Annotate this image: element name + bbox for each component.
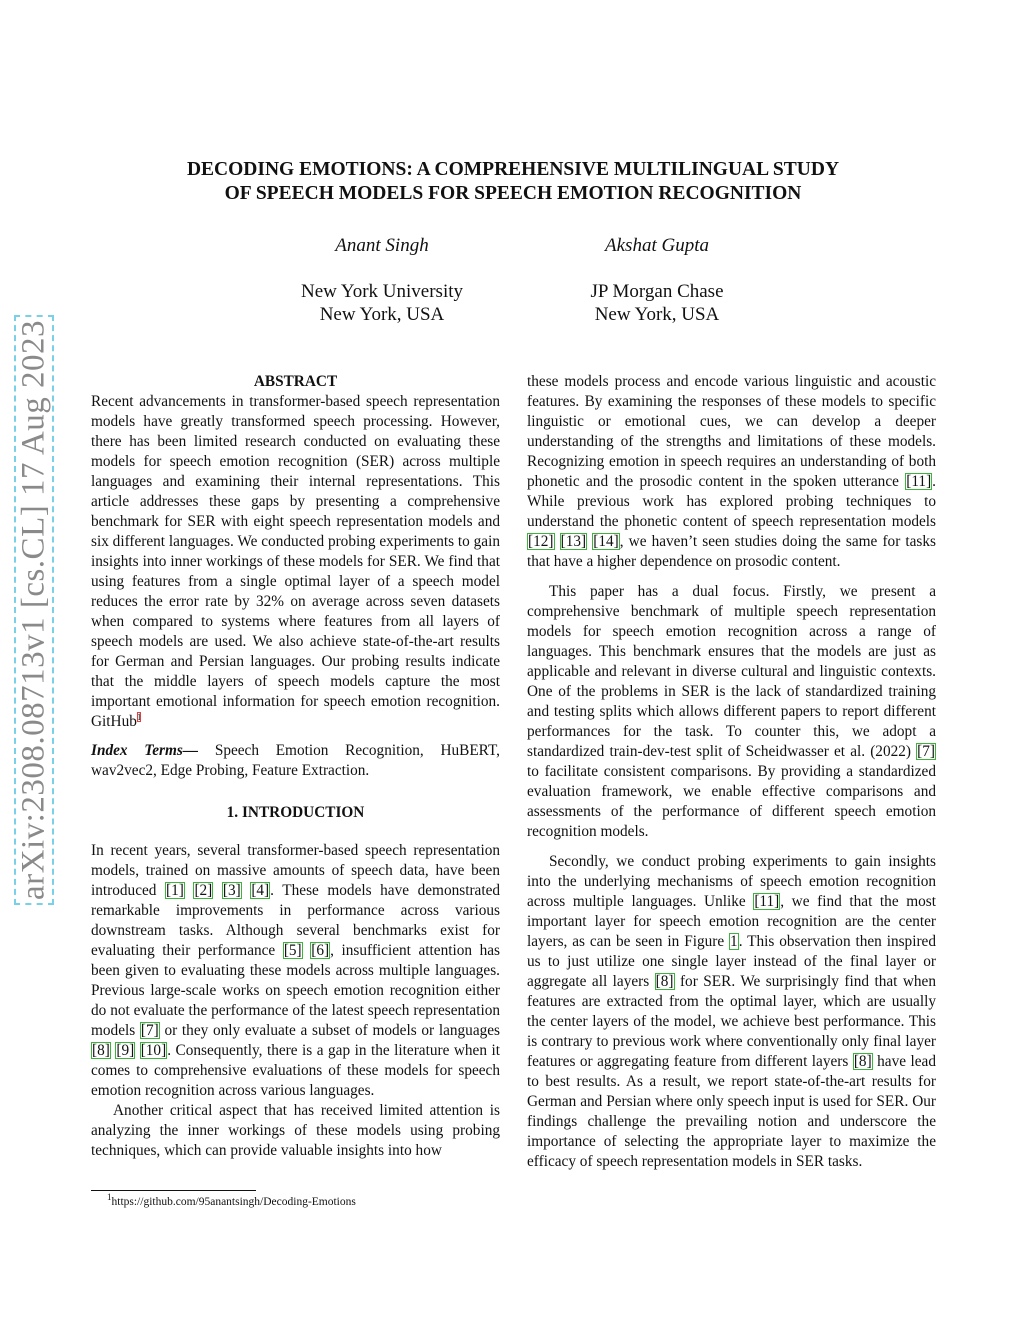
citation-link[interactable]: [7] [140,1022,159,1039]
footnote-mark: 1 [107,1192,112,1203]
author-block-1 [232,234,532,327]
author-affiliation: New York University [300,280,464,302]
arxiv-identifier[interactable]: arXiv:2308.08713v1 [cs.CL] 17 Aug 2023 [15,320,52,900]
citation-link[interactable]: [8] [853,1053,872,1070]
citation-link[interactable]: [8] [655,973,674,990]
citation-link[interactable]: [4] [251,882,270,899]
abstract-text: Recent advancements in transformer-based speech representation models have greatly transformed speech processing. However, there has been limited research conducted on evaluating these models for speech emotion recognition (SER) across multiple languages and examining their internal representations. This article addresses these gaps by presenting a comprehensive benchmark for SER with eight speech representation models and six different languages. We conducted probing experiments to gain insights into inner workings of these models for SER. We find that using features from a single optimal layer of a speech model reduces the error rate by 32% on average across seven datasets when compared to systems where features from all layers of speech models are used. We also achieve state-of-the-art results for German and Persian languages. Our probing results indicate that the middle layers of speech models capture the most important emotional information for speech emotion recognition. GitHub$^1$ [91,393,500,730]
intro-paragraph-2: Another critical aspect that has received limited attention is analyzing the inner workings of these models using probing techniques, which can provide valuable insights into how [91,1102,500,1159]
citation-link[interactable]: [9] [116,1042,135,1059]
intro-paragraph-1: In recent years, several transformer-based speech representation models, trained on massive amounts of speech data, have been introduced [1] [2] [3] [4]. These models have demonstrated remarkable improvements in performance across various downstream tasks. Although several benchmarks exist for evaluating their performance [5] [6], insufficient attention has been given to evaluating these models across multiple languages. Previous large-scale works on speech emotion recognition either do not evaluate the performance of the latest speech representation models [7] or they only evaluate a subset of models or languages [8] [9] [10]. Consequently, there is a gap in the literature when it comes to comprehensive evaluations of these models for speech emotion recognition across various languages. [91,842,501,1099]
footnote [107,1192,356,1209]
index-terms-label: Index Terms— [91,742,199,759]
index-terms-text: Speech Emotion Recognition, HuBERT, wav2vec2, Edge Probing, Feature Extraction. [91,742,500,779]
author-affiliation: JP Morgan Chase [590,280,724,302]
intro-paragraph-3: these models process and encode various linguistic and acoustic features. By examining the responses of these models to specific linguistic or emotional cues, we can develop a deeper understanding of the strengths and limitations of these models. Recognizing emotion in speech requires an understanding of both phonetic and the prosodic content in the spoken utterance [11]. While previous work has explored probing techniques to understand the phonetic content of speech representation models [12] [13] [14], we haven’t seen studies doing the same for tasks that have a higher dependence on prosodic content. [527,373,936,570]
citation-link[interactable]: [1] [166,882,184,899]
citation-link[interactable]: [2] [194,882,213,899]
citation-link[interactable]: [7] [917,743,935,760]
citation-link[interactable]: [6] [311,942,330,959]
intro-paragraph-5: Secondly, we conduct probing experiments to gain insights into the underlying mechanisms of speech emotion recognition across multiple languages. Unlike [11], we find that the most important layer for speech emotion recognition are the center layers, as can be seen in Figure 1. This observation then inspired us to just utilize one single layer instead of the final layer or aggregate all layers [8] for SER. We surprisingly find that when features are extracted from the optimal layer, which are usually the center layers of the model, we achieve best performance. This is contrary to previous work where conventionally only final layer features or aggregating feature from different layers [8] have lead to best results. As a result, we report state-of-the-art results for German and Persian where only speech input is used for SER. Our findings challenge the prevailing notion and underscore the importance of selecting the appropriate layer to maximize the efficacy of speech representation models in SER tasks. [527,853,936,1170]
figure-link[interactable]: 1 [730,933,738,950]
index-terms [91,741,500,781]
paper-title [130,158,896,206]
footnote-link[interactable]: 1 [136,711,142,722]
author-name: Anant Singh [335,235,429,256]
intro-heading: 1. INTRODUCTION [226,804,365,821]
citation-link[interactable]: [10] [140,1042,167,1059]
footnote-url[interactable]: https://github.com/95anantsingh/Decoding-Emotions [111,1196,356,1208]
citation-link[interactable]: [5] [283,942,302,959]
citation-link[interactable]: [11] [906,473,932,490]
citation-link[interactable]: [8] [92,1042,110,1059]
author-name: Akshat Gupta [605,235,709,256]
author-location: New York, USA [319,304,445,325]
citation-link[interactable]: [13] [560,533,587,550]
citation-link[interactable]: [12] [528,533,554,550]
author-block-2 [507,234,807,327]
intro-paragraph-4: This paper has a dual focus. Firstly, we present a comprehensive benchmark of multiple speech representation models for speech emotion recognition across a range of languages. This benchmark ensures that the models are just as applicable and relevant in diverse cultural and linguistic contexts. One of the problems in SER is the lack of standardized training and testing splits which allows different papers to report different performances for the task. To counter this, we adopt a standardized train-dev-test split of Scheidwasser et al. (2022) [7] to facilitate consistent comparisons. By providing a standardized evaluation framework, we enable effective comparisons and assessments of the performance of different speech emotion recognition models. [527,583,936,840]
citation-link[interactable]: [3] [222,882,241,899]
left-column [91,372,500,1161]
abstract-heading: ABSTRACT [253,373,338,390]
citation-link[interactable]: [11] [754,893,780,910]
right-column [527,372,936,1172]
title-line-1: DECODING EMOTIONS: A COMPREHENSIVE MULTILINGUAL STUDY [186,159,840,180]
footnote-rule [91,1190,256,1191]
citation-link[interactable]: [14] [593,533,619,550]
arxiv-stamp [14,315,54,905]
author-location: New York, USA [594,304,720,325]
title-line-2: OF SPEECH MODELS FOR SPEECH EMOTION RECOGNITION [224,183,802,204]
